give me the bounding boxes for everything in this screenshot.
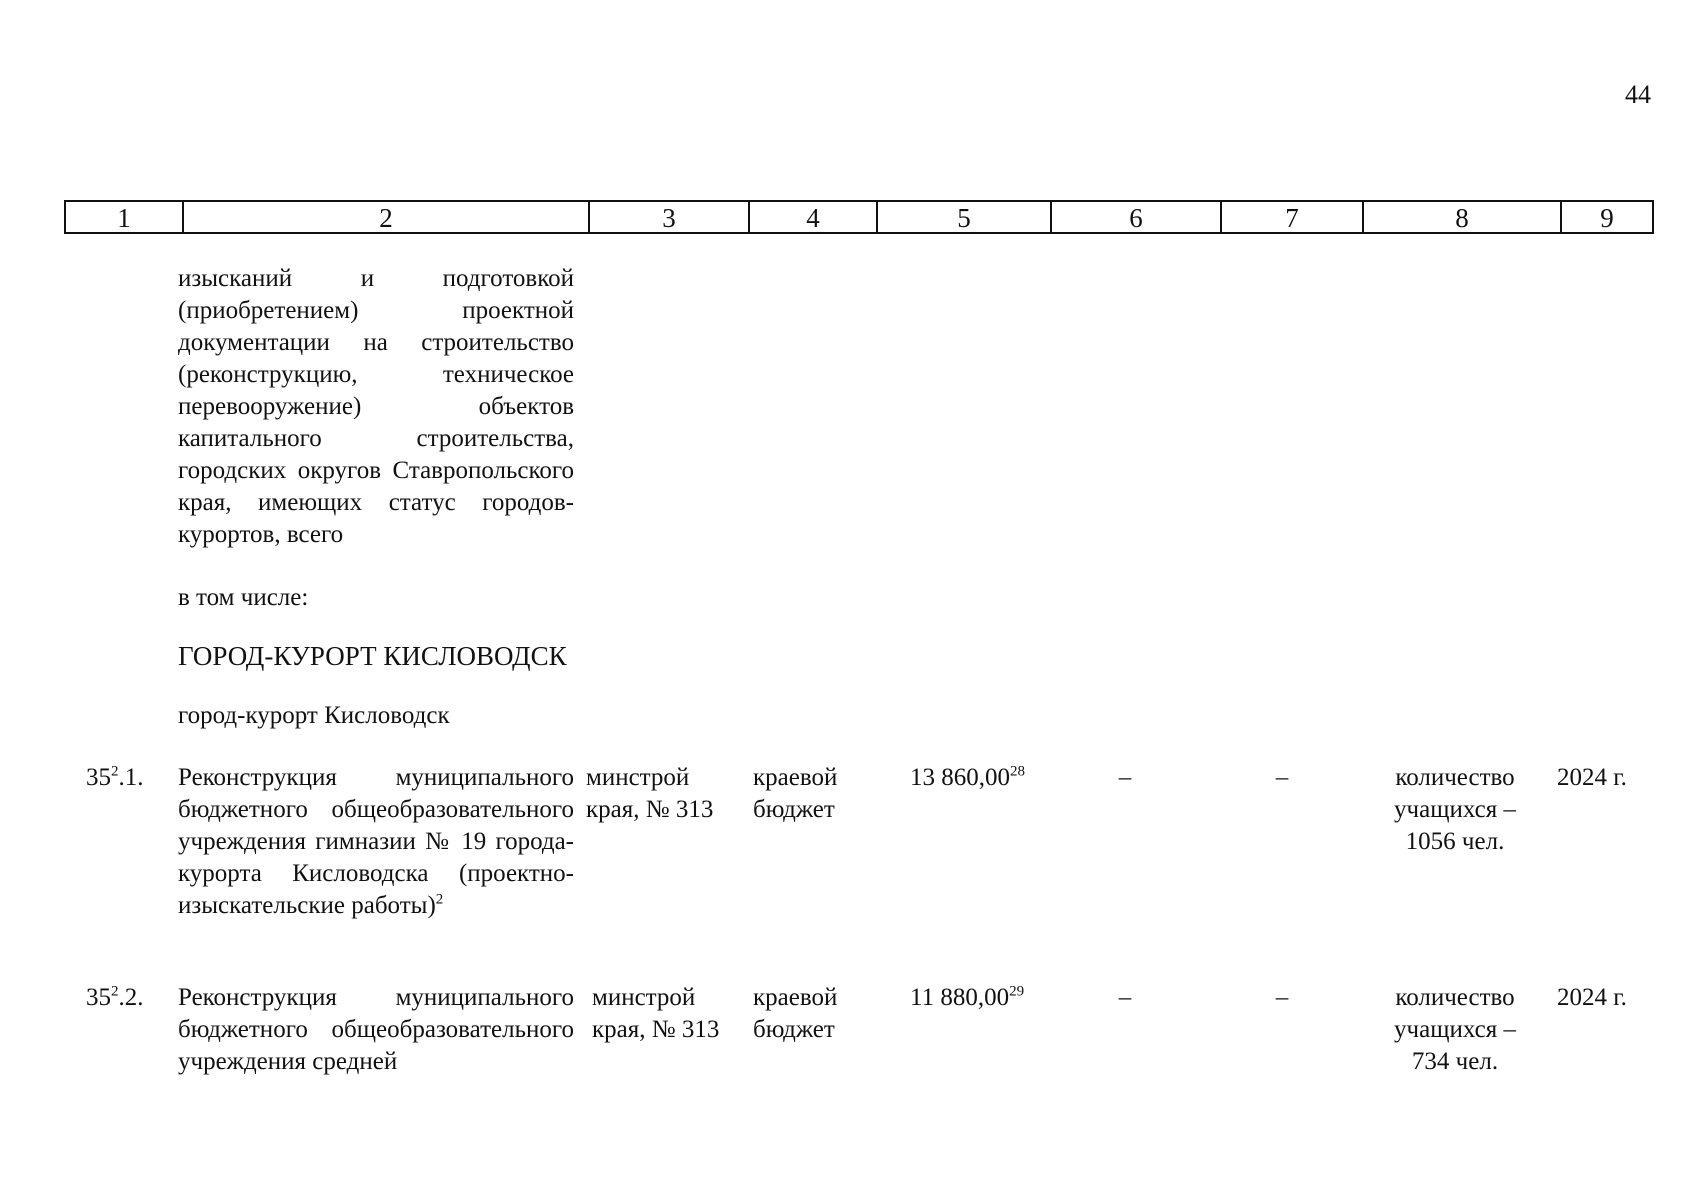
header-col-6: 6 [1129, 203, 1143, 233]
city-heading: ГОРОД-КУРОРТ КИСЛОВОДСК [178, 641, 567, 671]
header-col-7: 7 [1285, 203, 1299, 233]
row-year: 2024 г. [1557, 984, 1627, 1011]
header-col-1: 1 [117, 203, 131, 233]
header-col-3: 3 [662, 203, 676, 233]
row-name: Реконструкция муниципального бюджетного общеобразовательного учреждения средней [178, 984, 574, 1075]
header-col-8: 8 [1455, 203, 1469, 233]
header-col-2: 2 [379, 203, 393, 233]
row-number: $35^2.1$. [86, 763, 144, 791]
header-col-4: 4 [806, 203, 820, 233]
row-result: количество учащихся – 734 чел. [1394, 984, 1516, 1075]
city-subheading: город-курорт Кисловодск [178, 702, 450, 729]
page-number: 44 [1625, 80, 1651, 109]
row-year: 2024 г. [1557, 764, 1627, 791]
header-col-9: 9 [1600, 203, 1614, 233]
row-col6: – [1118, 984, 1132, 1011]
row-customer: минстрой края, № 313 [592, 984, 720, 1043]
row-customer: минстрой края, № 313 [586, 764, 714, 823]
row-result: количество учащихся – 1056 чел. [1394, 764, 1516, 855]
intro-text: изысканий и подготовкой (приобретением) проектной документации на строительство (реконструкцию, техническое перевооружение) объектов капитального строительства, городских округов Ставропольского края, имеющих статус городов-курортов, всего [178, 265, 574, 548]
row-col6: – [1118, 764, 1132, 791]
row-col7: – [1275, 984, 1289, 1011]
including-label: в том числе: [178, 584, 309, 611]
row-amount: 11 880,00$^{29}$ [910, 983, 1025, 1011]
table-header-row [64, 200, 1654, 234]
row-source: краевой бюджет [753, 984, 838, 1043]
row-source: краевой бюджет [753, 764, 838, 823]
row-name: Реконструкция муниципального бюджетного общеобразовательного учреждения гимназии № 19 города-курорта Кисловодска (проектно-изыскательские работы)$^2$ [178, 764, 574, 919]
row-col7: – [1275, 764, 1289, 791]
row-amount: 13 860,00$^{28}$ [910, 763, 1025, 791]
header-col-5: 5 [957, 203, 971, 233]
row-number: $35^2.2$. [86, 983, 144, 1011]
